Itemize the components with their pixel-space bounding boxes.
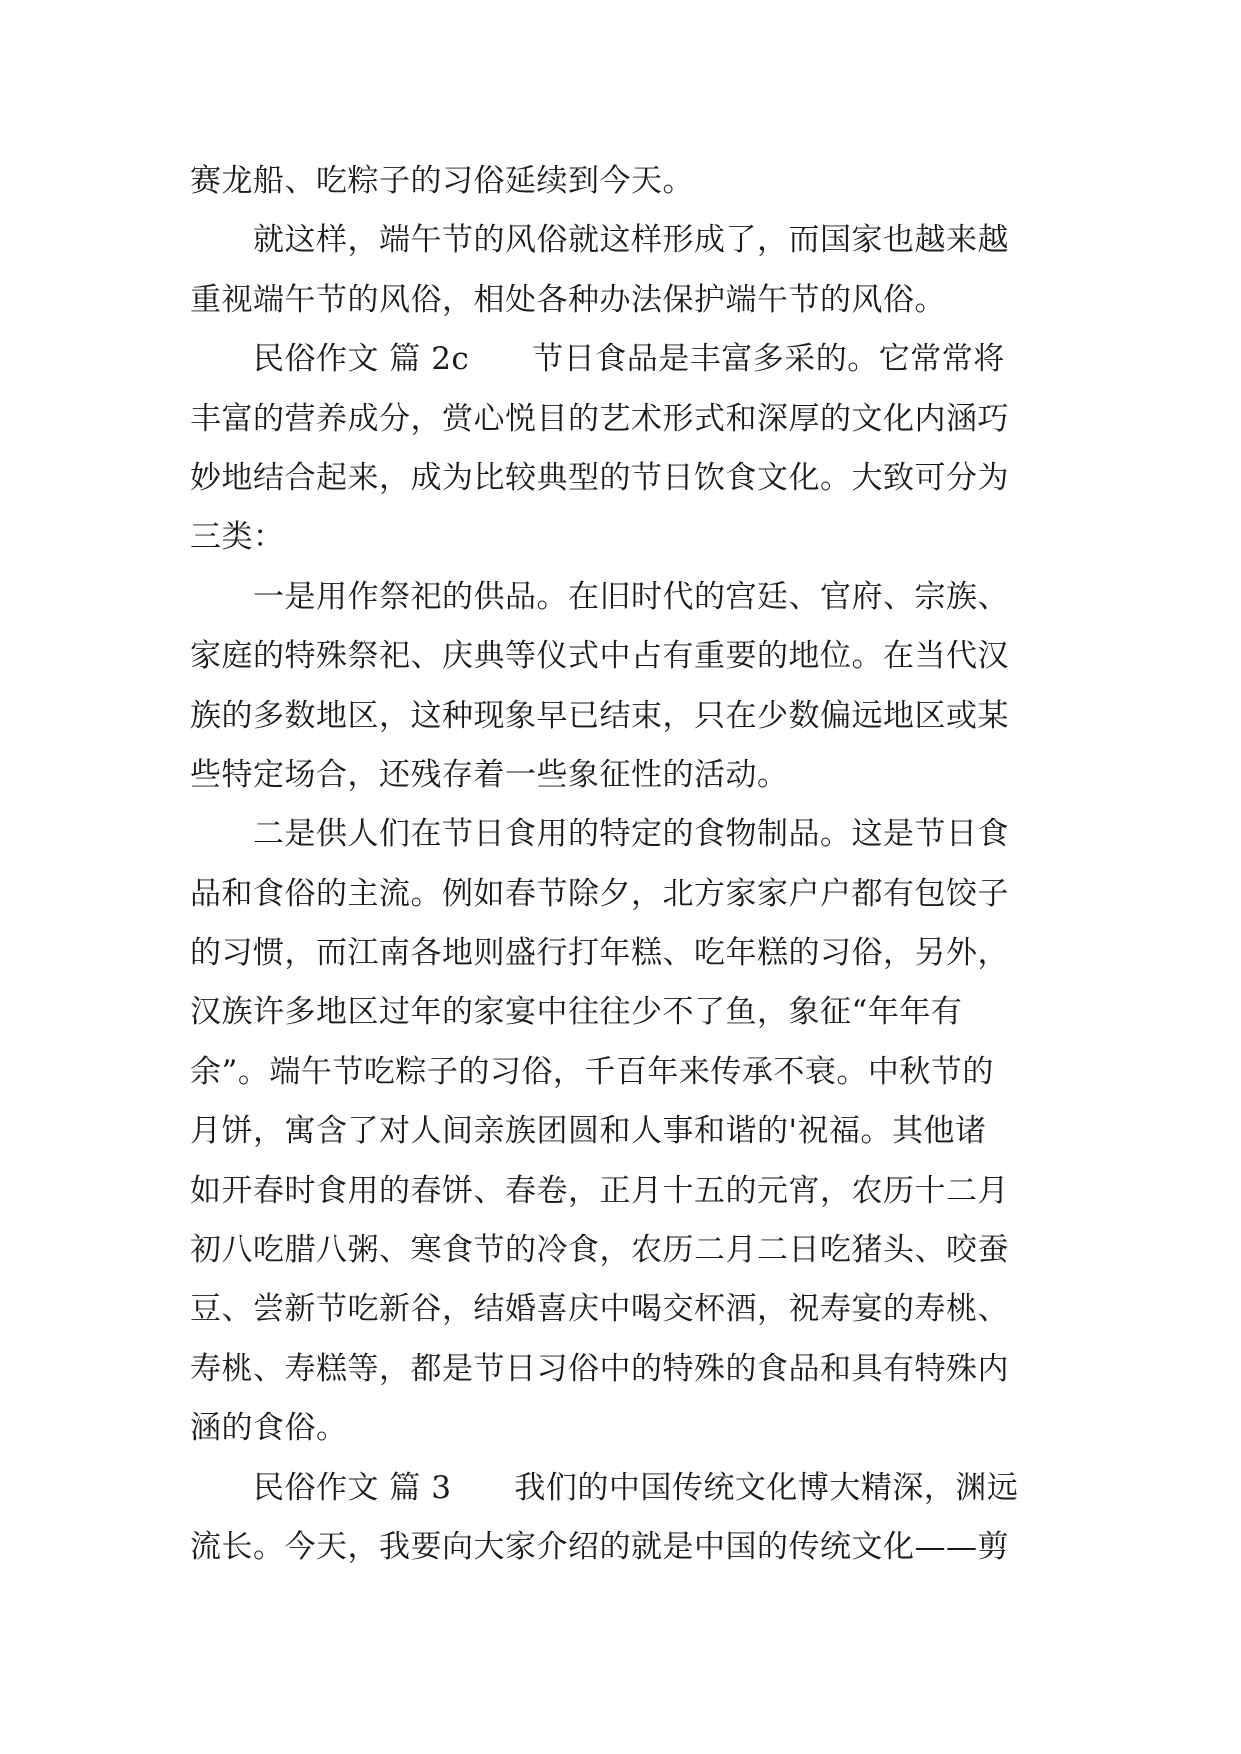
text-line: 如开春时食用的春饼、春卷，正月十五的元宵，农历十二月 [190,1172,1009,1209]
text-line: 品和食俗的主流。例如春节除夕，北方家家户户都有包饺子 [190,875,1009,912]
text-line: 族的多数地区，这种现象早已结束，只在少数偏远地区或某 [190,697,1009,734]
text-line: 民俗作文 篇 2c 节日食品是丰富多采的。它常常将 [190,341,1005,378]
text-line: 丰富的营养成分，赏心悦目的艺术形式和深厚的文化内涵巧 [190,400,1009,437]
text-line: 豆、尝新节吃新谷，结婚喜庆中喝交杯酒，祝寿宴的寿桃、 [190,1291,1009,1328]
text-line: 重视端午节的风俗，相处各种办法保护端午节的风俗。 [190,281,946,318]
text-line: 流长。今天，我要向大家介绍的就是中国的传统文化——剪 [190,1528,1009,1565]
text-line: 汉族许多地区过年的家宴中往往少不了鱼，象征“年年有 [190,994,963,1031]
text-line: 些特定场合，还残存着一些象征性的活动。 [190,756,789,793]
text-line: 二是供人们在节日食用的特定的食物制品。这是节日食 [190,816,1009,853]
text-line: 涵的食俗。 [190,1410,348,1447]
text-line: 民俗作文 篇 3 我们的中国传统文化博大精深，渊远 [190,1469,1019,1506]
text-line: 就这样，端午节的风俗就这样形成了，而国家也越来越 [190,222,1009,259]
text-line: 一是用作祭祀的供品。在旧时代的宫廷、官府、宗族、 [190,578,1009,615]
document-body [190,152,1050,1577]
text-line: 余”。端午节吃粽子的习俗，千百年来传承不衰。中秋节的 [190,1053,994,1090]
text-line: 三类： [190,519,285,556]
text-line: 寿桃、寿糕等，都是节日习俗中的特殊的食品和具有特殊内 [190,1350,1009,1387]
text-line: 初八吃腊八粥、寒食节的冷食，农历二月二日吃猪头、咬蚕 [190,1232,1009,1269]
text-line: 赛龙船、吃粽子的习俗延续到今天。 [190,163,694,199]
text-line: 月饼，寓含了对人间亲族团圆和人事和谐的'祝福。其他诸 [190,1113,987,1150]
text-line: 家庭的特殊祭祀、庆典等仪式中占有重要的地位。在当代汉 [190,638,1009,675]
text-line: 的习惯，而江南各地则盛行打年糕、吃年糕的习俗，另外， [190,935,1009,972]
text-line: 妙地结合起来，成为比较典型的节日饮食文化。大致可分为 [190,459,1009,496]
